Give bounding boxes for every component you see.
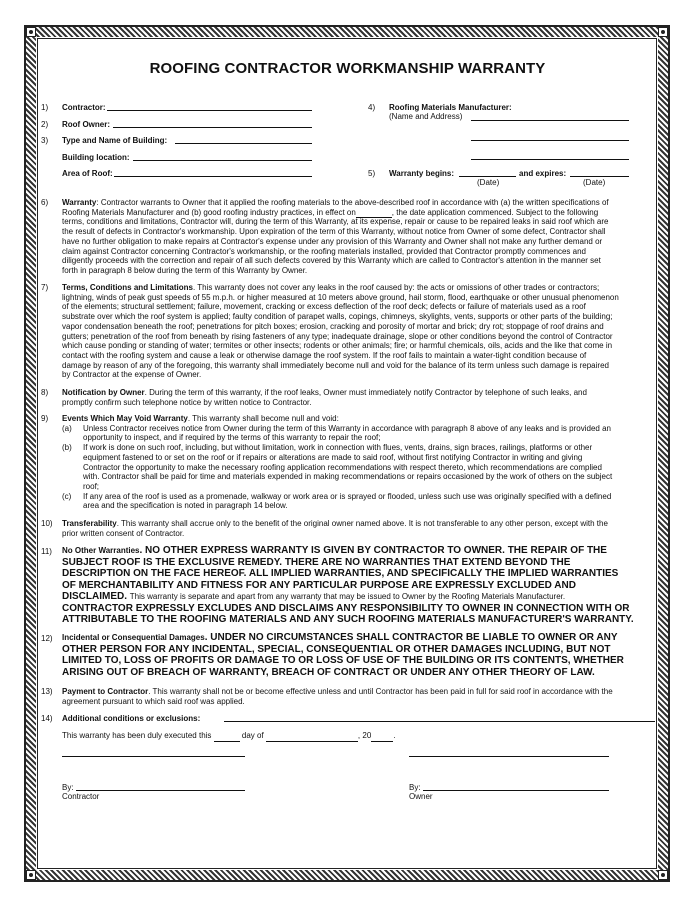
- building-location-field[interactable]: [133, 160, 312, 161]
- by-label: By:: [409, 783, 421, 792]
- paragraph-line: [62, 283, 599, 293]
- paragraph-line: with. Contractor shall be paid for time and materials expended in making recommendations or repairs occasioned by the work of others on the subject: [83, 472, 613, 482]
- text: DISCLAIMED.: [62, 591, 127, 602]
- paragraph-line: OTHER PERSON FOR ANY INCIDENTAL, SPECIAL, CONSEQUENTIAL OR OTHER DAMAGES INCLUDING, BUT NOT: [62, 643, 611, 655]
- execution-day-field[interactable]: [214, 731, 240, 742]
- corner-ornament: [26, 27, 36, 37]
- paragraph-line: CONTRACTOR EXPRESSLY EXCLUDES AND DISCLAIMS ANY RESPONSIBILITY TO OWNER IN CONNECTION WITH OR: [62, 602, 630, 614]
- type-building-field[interactable]: [175, 143, 312, 144]
- item-number: 12): [41, 634, 53, 643]
- text: . This warranty shall become null and void:: [187, 414, 339, 423]
- item-number: 13): [41, 687, 53, 696]
- paragraph-line: by Contractor at the expense of Owner.: [62, 370, 202, 380]
- item-number: 4): [368, 103, 376, 112]
- contractor-field[interactable]: [107, 110, 312, 111]
- text: . This warranty does not cover any leaks in the roof caused by: the acts or omissions of other trades or contractors;: [192, 283, 600, 292]
- paragraph-line: DESCRIPTION ON THE FACE HEREOF. ALL IMPLIED WARRANTIES, AND SPECIFICALLY THE IMPLIED WARRANTIES: [62, 568, 619, 579]
- paragraph-line: claim against Contractor concerning Contractor's workmanship, or the roofing materials installed, provided that Contractor promptly commences and: [62, 246, 586, 256]
- paragraph-line: SUBJECT ROOF IS THE EXCLUSIVE REMEDY. THERE ARE NO WARRANTIES THAT EXTEND BEYOND THE: [62, 556, 571, 568]
- item-number: 3): [41, 136, 49, 145]
- paragraph-line: If work is done on such roof, including, but without limitation, work in connection with flues, vents, drains, sign braces, railings, platforms or other: [83, 443, 593, 453]
- text: Roofing Materials Manufacturer and (b) good roofing industry practices, in effect on: [62, 207, 356, 217]
- manufacturer-field-1[interactable]: [471, 120, 629, 121]
- paragraph-line: area and the specification is noted in paragraph 14 below.: [83, 501, 288, 511]
- text: , the date application commenced. Subject to the following: [391, 207, 599, 217]
- owner-name-field[interactable]: [409, 756, 609, 757]
- paragraph-line: LIMITED TO, LOSS OF PROFITS OR DAMAGE TO OR LOSS OF USE OF THE BUILDING OR ITS CONTENTS, WHETHER: [62, 655, 624, 666]
- item-number: 10): [41, 519, 53, 528]
- section-heading: No Other Warranties: [62, 546, 140, 555]
- corner-ornament: [658, 27, 668, 37]
- item-number: 11): [41, 547, 52, 556]
- text: This warranty has been duly executed this: [62, 731, 212, 740]
- list-marker: (c): [62, 491, 72, 501]
- paragraph-line: If any area of the roof is used as a promenade, walkway or work area or is sprayed or flooded, unless such use was originally specified with a defined: [83, 491, 612, 501]
- paragraph-line: [62, 591, 565, 603]
- owner-caption: Owner: [409, 792, 433, 801]
- date-label: (Date): [583, 178, 606, 187]
- contractor-name-field[interactable]: [62, 756, 245, 757]
- paragraph-line: [62, 198, 609, 208]
- roof-owner-label: Roof Owner:: [62, 120, 110, 129]
- text: day of: [241, 731, 264, 740]
- contractor-caption: Contractor: [62, 792, 100, 801]
- warranty-expires-field[interactable]: [570, 176, 629, 177]
- page-title: ROOFING CONTRACTOR WORKMANSHIP WARRANTY: [149, 60, 546, 77]
- text: .: [393, 731, 396, 740]
- text: . UNDER NO CIRCUMSTANCES SHALL CONTRACTOR BE LIABLE TO OWNER OR ANY: [204, 632, 618, 643]
- paragraph-line: roof;: [83, 481, 100, 491]
- list-marker: (b): [62, 443, 72, 453]
- building-location-label: Building location:: [62, 153, 130, 162]
- paragraph-line: have no further obligation to make repairs at Contractor's expense under any provision of this Warranty and Owner shall not make any further demand or: [62, 236, 603, 246]
- paragraph-line: [62, 388, 587, 398]
- section-heading: Notification by Owner: [62, 388, 145, 397]
- by-label: By:: [62, 783, 74, 792]
- paragraph-line: prior written consent of Contractor.: [62, 528, 185, 538]
- owner-signature-field[interactable]: [423, 790, 609, 791]
- paragraph-line: forth in paragraph 8 below during the term of this Warranty by Owner.: [62, 265, 308, 275]
- item-number: 14): [41, 714, 53, 723]
- paragraph-line: vapor condensation beneath the roof; penetrations for pitch boxes; erosion, cracking and porosity of mortar and brick; dry rot; stoppage of roof drains and: [62, 321, 604, 331]
- section-heading: Warranty: [62, 198, 97, 207]
- execution-year-field[interactable]: [371, 731, 396, 742]
- item-number: 5): [368, 169, 376, 178]
- section-heading: Incidental or Consequential Damages: [62, 633, 205, 642]
- warranty-begins-field[interactable]: [459, 176, 516, 177]
- paragraph-line: [62, 687, 613, 697]
- corner-ornament: [658, 870, 668, 880]
- section-heading: Additional conditions or exclusions: [62, 714, 198, 723]
- paragraph-line: agreement pursuant to which said roof was applied.: [62, 696, 245, 706]
- text: . This warranty shall accrue only to the benefit of the original owner named above. It is not transferable to any other person, except with the: [116, 519, 608, 528]
- paragraph-line: the result of defects in Contractor's workmanship. Upon expiration of the term of this Warranty, without notice from Owner of some defect, Contractor shall: [62, 227, 606, 237]
- and-expires-label: and expires:: [519, 169, 567, 178]
- paragraph-line: lightning, winds of peak gust speeds of 55 m.p.h. or higher measured at 10 meters above ground, hail storm, flood, earthquake or other unusual phenomenon: [62, 292, 619, 302]
- area-of-roof-field[interactable]: [114, 176, 312, 177]
- item-number: 1): [41, 103, 49, 112]
- paragraph-line: Unless Contractor receives notice from Owner during the term of this Warranty in accordance with paragraph 8 above of any leaks and is provided an: [83, 423, 611, 433]
- paragraph-line: promptly confirm such telephone notice by written notice to Contractor.: [62, 397, 312, 407]
- paragraph-line: of the elements; structural settlement; failure, movement, cracking or excess deflection of the roof deck; defects or failure of materials used as a roof: [62, 302, 586, 312]
- corner-ornament: [26, 870, 36, 880]
- date-label: (Date): [477, 178, 500, 187]
- paragraph-line: contact with the roofing system and cause a leak or otherwise damage the roof system. If the roof fails to maintain a water-tight condition because of: [62, 350, 587, 360]
- execution-month-field[interactable]: [266, 731, 358, 742]
- text: : Contractor warrants to Owner that it applied the roofing materials to the above-described roof in accordance with (a) the written specifications of: [96, 198, 609, 207]
- item-number: 6): [41, 198, 49, 207]
- paragraph-line: [62, 545, 607, 557]
- section-heading: Events Which May Void Warranty: [62, 414, 188, 423]
- paragraph-line: equipment fastened to or set on the roof or if repairs or alterations are made to said roof, without first notifying Contractor in writing and giving: [83, 452, 583, 462]
- list-marker: (a): [62, 423, 72, 433]
- paragraph-line: [62, 714, 200, 724]
- paragraph-line: damage by reason of any of the foregoing, this warranty shall immediately become null and void for the balance of its term unless such damage is repaired: [62, 360, 609, 370]
- paragraph-line: which cause ponding or standing of water; termites or other insects; rodents or other animals; fire; or harmful chemicals, oils, acids and the like that come in: [62, 341, 613, 351]
- paragraph-line: OF MERCHANTABILITY AND FITNESS FOR ANY PARTICULAR PURPOSE ARE EXPRESSLY EXCLUDED AND: [62, 579, 576, 591]
- item-number: 7): [41, 283, 49, 292]
- section-heading: Transferability: [62, 519, 117, 528]
- paragraph-line: ATTRIBUTABLE TO THE ROOFING MATERIALS AND ANY SUCH ROOFING MATERIALS MANUFACTURER'S WARRANTY.: [62, 614, 634, 625]
- text: . During the term of this warranty, if the roof leaks, Owner must immediately notify Contractor by telephone of such leaks, and: [144, 388, 587, 397]
- paragraph-line: diligently proceeds with the correction and repair of all such defects covered by this Warranty which are called to Contractor's attention in the manner set: [62, 256, 601, 266]
- text: . NO OTHER EXPRESS WARRANTY IS GIVEN BY CONTRACTOR TO OWNER. THE REPAIR OF THE: [139, 545, 607, 556]
- paragraph-line: [62, 519, 608, 529]
- paragraph-line: ARISING OUT OF BREACH OF WARRANTY, BREACH OF CONTRACT OR UNDER ANY OTHER THEORY OF LAW.: [62, 666, 595, 678]
- item-number: 2): [41, 120, 49, 129]
- text: . This warranty shall not be or become effective unless and until Contractor has been paid in full for said roof in accordance with the: [148, 687, 613, 696]
- paragraph-line: Contractor the opportunity to make the necessary roofing application recommendations with respect thereto, which recommendations are complied: [83, 462, 602, 472]
- paragraph-line: gutters; penetration of the roof from beneath by rising fasteners of any type; inadequate drainage, slope or other conditions beyond the control of Contractor: [62, 331, 613, 341]
- paragraph-line: [62, 414, 339, 424]
- item-number: 9): [41, 414, 49, 423]
- manufacturer-label: Roofing Materials Manufacturer:: [389, 103, 512, 112]
- additional-conditions-field[interactable]: [224, 721, 655, 722]
- paragraph-line: terms, conditions and limitations, Contractor will, during the term of this Warranty, at its expense, repair or cause to be repaired leaks in said roof which are: [62, 217, 609, 227]
- section-heading: Terms, Conditions and Limitations: [62, 283, 193, 292]
- execution-line: [62, 731, 396, 742]
- text: , 20: [357, 731, 372, 740]
- paragraph-line: opportunity to inspect, and if required by the terms of this warranty to repair the roof;: [83, 433, 381, 443]
- manufacturer-field-3[interactable]: [471, 159, 629, 160]
- contractor-signature-field[interactable]: [76, 790, 245, 791]
- area-of-roof-label: Area of Roof:: [62, 169, 113, 178]
- contractor-label: Contractor:: [62, 103, 106, 112]
- warranty-begins-label: Warranty begins:: [389, 169, 455, 178]
- paragraph-line: substrate over which the roof system is applied; faulty condition of parapet walls, copings, chimneys, skylights, vents, supports or other parts of the building;: [62, 312, 613, 322]
- type-building-label: Type and Name of Building:: [62, 136, 168, 145]
- item-number: 8): [41, 388, 49, 397]
- text: :: [197, 714, 201, 723]
- text: This warranty is separate and apart from any warranty that may be issued to Owner by the Roofing Materials Manufacturer.: [129, 592, 566, 601]
- paragraph-line: [62, 632, 618, 644]
- name-address-label: (Name and Address): [389, 112, 463, 121]
- roof-owner-field[interactable]: [113, 127, 312, 128]
- section-heading: Payment to Contractor: [62, 687, 149, 696]
- manufacturer-field-2[interactable]: [471, 140, 629, 141]
